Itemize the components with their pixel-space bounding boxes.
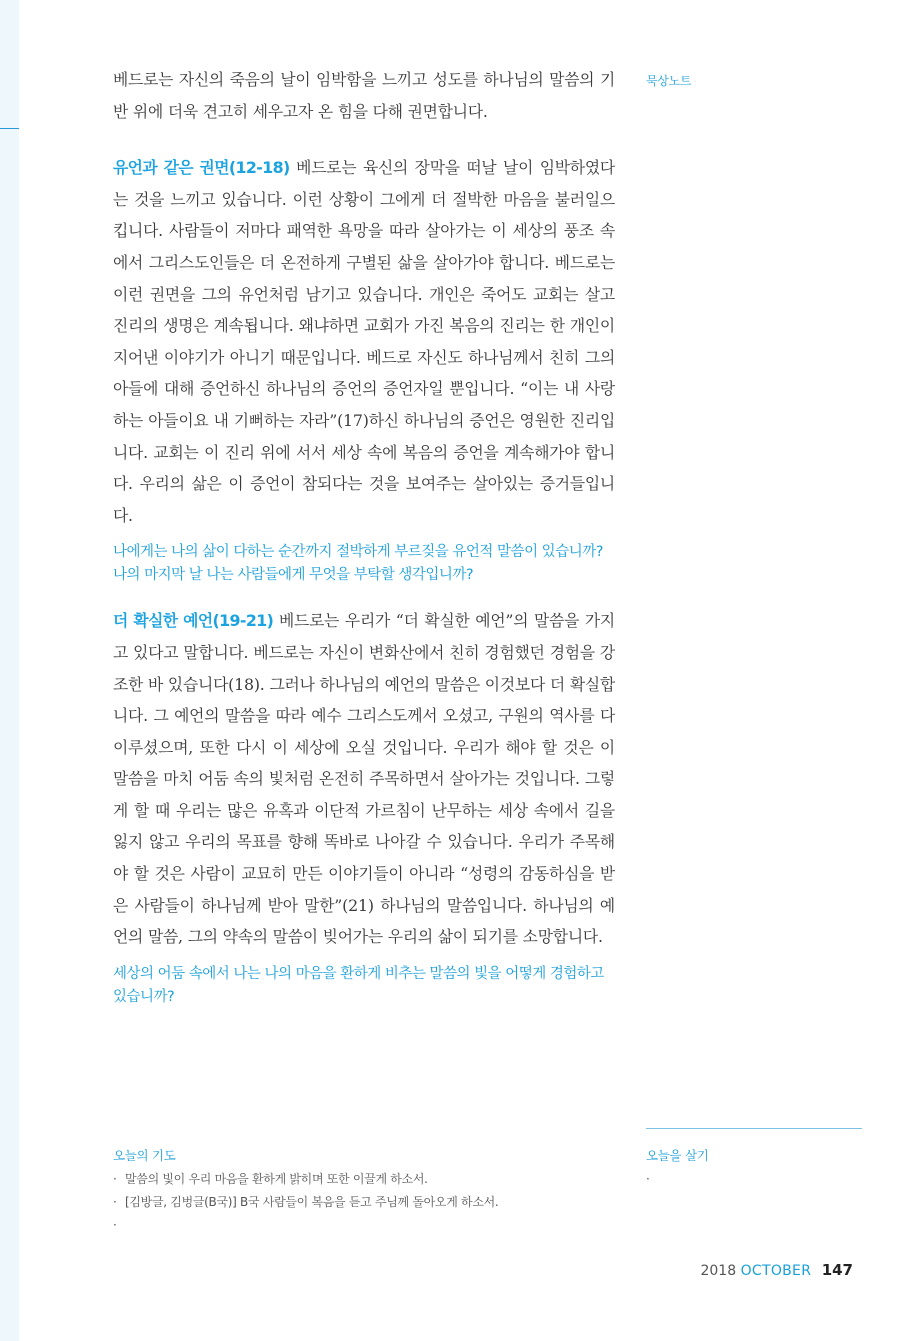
section-1-paragraph <box>113 152 615 531</box>
prayer-item <box>113 1168 633 1191</box>
today-list <box>646 1168 658 1191</box>
section-1-question: 나에게는 나의 삶이 다하는 순간까지 절박하게 부르짖을 유언적 말씀이 있습니까? 나의 마지막 날 나는 사람들에게 무엇을 부탁할 생각입니까? <box>113 544 603 584</box>
section-1-body: 베드로는 육신의 장막을 떠날 날이 임박하였다는 것을 느끼고 있습니다. 이런 상황이 그에게 더 절박한 마음을 불러일으킵니다. 사람들이 저마다 패역한 욕망을 따라 살아가는 이 세상의 풍조 속에서 그리스도인들은 더 온전하게 구별된 삶을 살아가야 합니다. 베드로는 이런 권면을 그의 유언처럼 남기고 있습니다. 개인은 죽어도 교회는 살고 진리의 생명은 계속됩니다. 왜냐하면 교회가 가진 복음의 진리는 한 개인이 지어낸 이야기가 아니기 때문입니다. 베드로 자신도 하나님께서 친히 그의 아들에 대해 증언하신 하나님의 증언의 증언자일 뿐입니다. “이는 내 사랑하는 아들이요 내 기뻐하는 자라”(17)하신 하나님의 증언은 영원한 진리입니다. 교회는 이 진리 위에 서서 세상 속에 복음의 증언을 계속해가야 합니다. 우리의 삶은 이 증언이 참되다는 것을 보여주는 살아있는 증거들입니다. <box>113 158 615 525</box>
page-footer <box>700 1261 853 1279</box>
today-item <box>646 1168 658 1191</box>
left-margin-strip <box>0 0 19 1341</box>
prayer-item-text: [김방글, 김벙글(B국)] B국 사람들이 복음을 듣고 주님께 돌아오게 하소서. <box>125 1195 499 1209</box>
sidebar-label: 묵상노트 <box>646 74 692 88</box>
prayer-list <box>113 1168 633 1237</box>
bullet-icon: · <box>113 1195 117 1209</box>
section-2-heading: 더 확실한 예언(19-21) <box>113 611 274 631</box>
page-number: 147 <box>821 1261 853 1279</box>
prayer-item <box>113 1214 633 1237</box>
prayer-label: 오늘의 기도 <box>113 1148 176 1163</box>
bullet-icon: · <box>646 1172 650 1186</box>
today-label: 오늘을 살기 <box>646 1148 709 1163</box>
section-1-heading: 유언과 같은 권면(12-18) <box>113 158 290 178</box>
today-divider <box>646 1128 862 1129</box>
section-2-body: 베드로는 우리가 “더 확실한 예언”의 말씀을 가지고 있다고 말합니다. 베드로는 자신이 변화산에서 친히 경험했던 경험을 강조한 바 있습니다(18). 그러나 하나님의 예언의 말씀은 이것보다 더 확실합니다. 그 예언의 말씀을 따라 예수 그리스도께서 오셨고, 구원의 역사를 다 이루셨으며, 또한 다시 이 세상에 오실 것입니다. 우리가 해야 할 것은 이 말씀을 마치 어둠 속의 빛처럼 온전히 주목하면서 살아가는 것입니다. 그렇게 할 때 우리는 많은 유혹과 이단적 가르침이 난무하는 세상 속에서 길을 잃지 않고 우리의 목표를 향해 똑바로 나아갈 수 있습니다. 우리가 주목해야 할 것은 사람이 교묘히 만든 이야기들이 아니라 “성령의 감동하심을 받은 사람들이 하나님께 받아 말한”(21) 하나님의 말씀입니다. 하나님의 예언의 말씀, 그의 약속의 말씀이 빚어가는 우리의 삶이 되기를 소망합니다. <box>113 611 615 947</box>
intro-paragraph: 베드로는 자신의 죽음의 날이 임박함을 느끼고 성도를 하나님의 말씀의 기반 위에 더욱 견고히 세우고자 온 힘을 다해 권면합니다. <box>113 70 615 121</box>
bullet-icon: · <box>113 1218 117 1232</box>
main-content <box>113 64 615 1027</box>
section-2-question: 세상의 어둠 속에서 나는 나의 마음을 환하게 비추는 말씀의 빛을 어떻게 경험하고 있습니까? <box>113 965 604 1005</box>
footer-year: 2018 <box>700 1263 737 1279</box>
section-2-paragraph <box>113 605 615 953</box>
footer-month: OCTOBER <box>740 1263 812 1279</box>
prayer-item <box>113 1191 633 1214</box>
prayer-item-text: 말씀의 빛이 우리 마음을 환하게 밝히며 또한 이끌게 하소서. <box>125 1172 428 1186</box>
bullet-icon: · <box>113 1172 117 1186</box>
left-margin-rule <box>0 128 19 129</box>
